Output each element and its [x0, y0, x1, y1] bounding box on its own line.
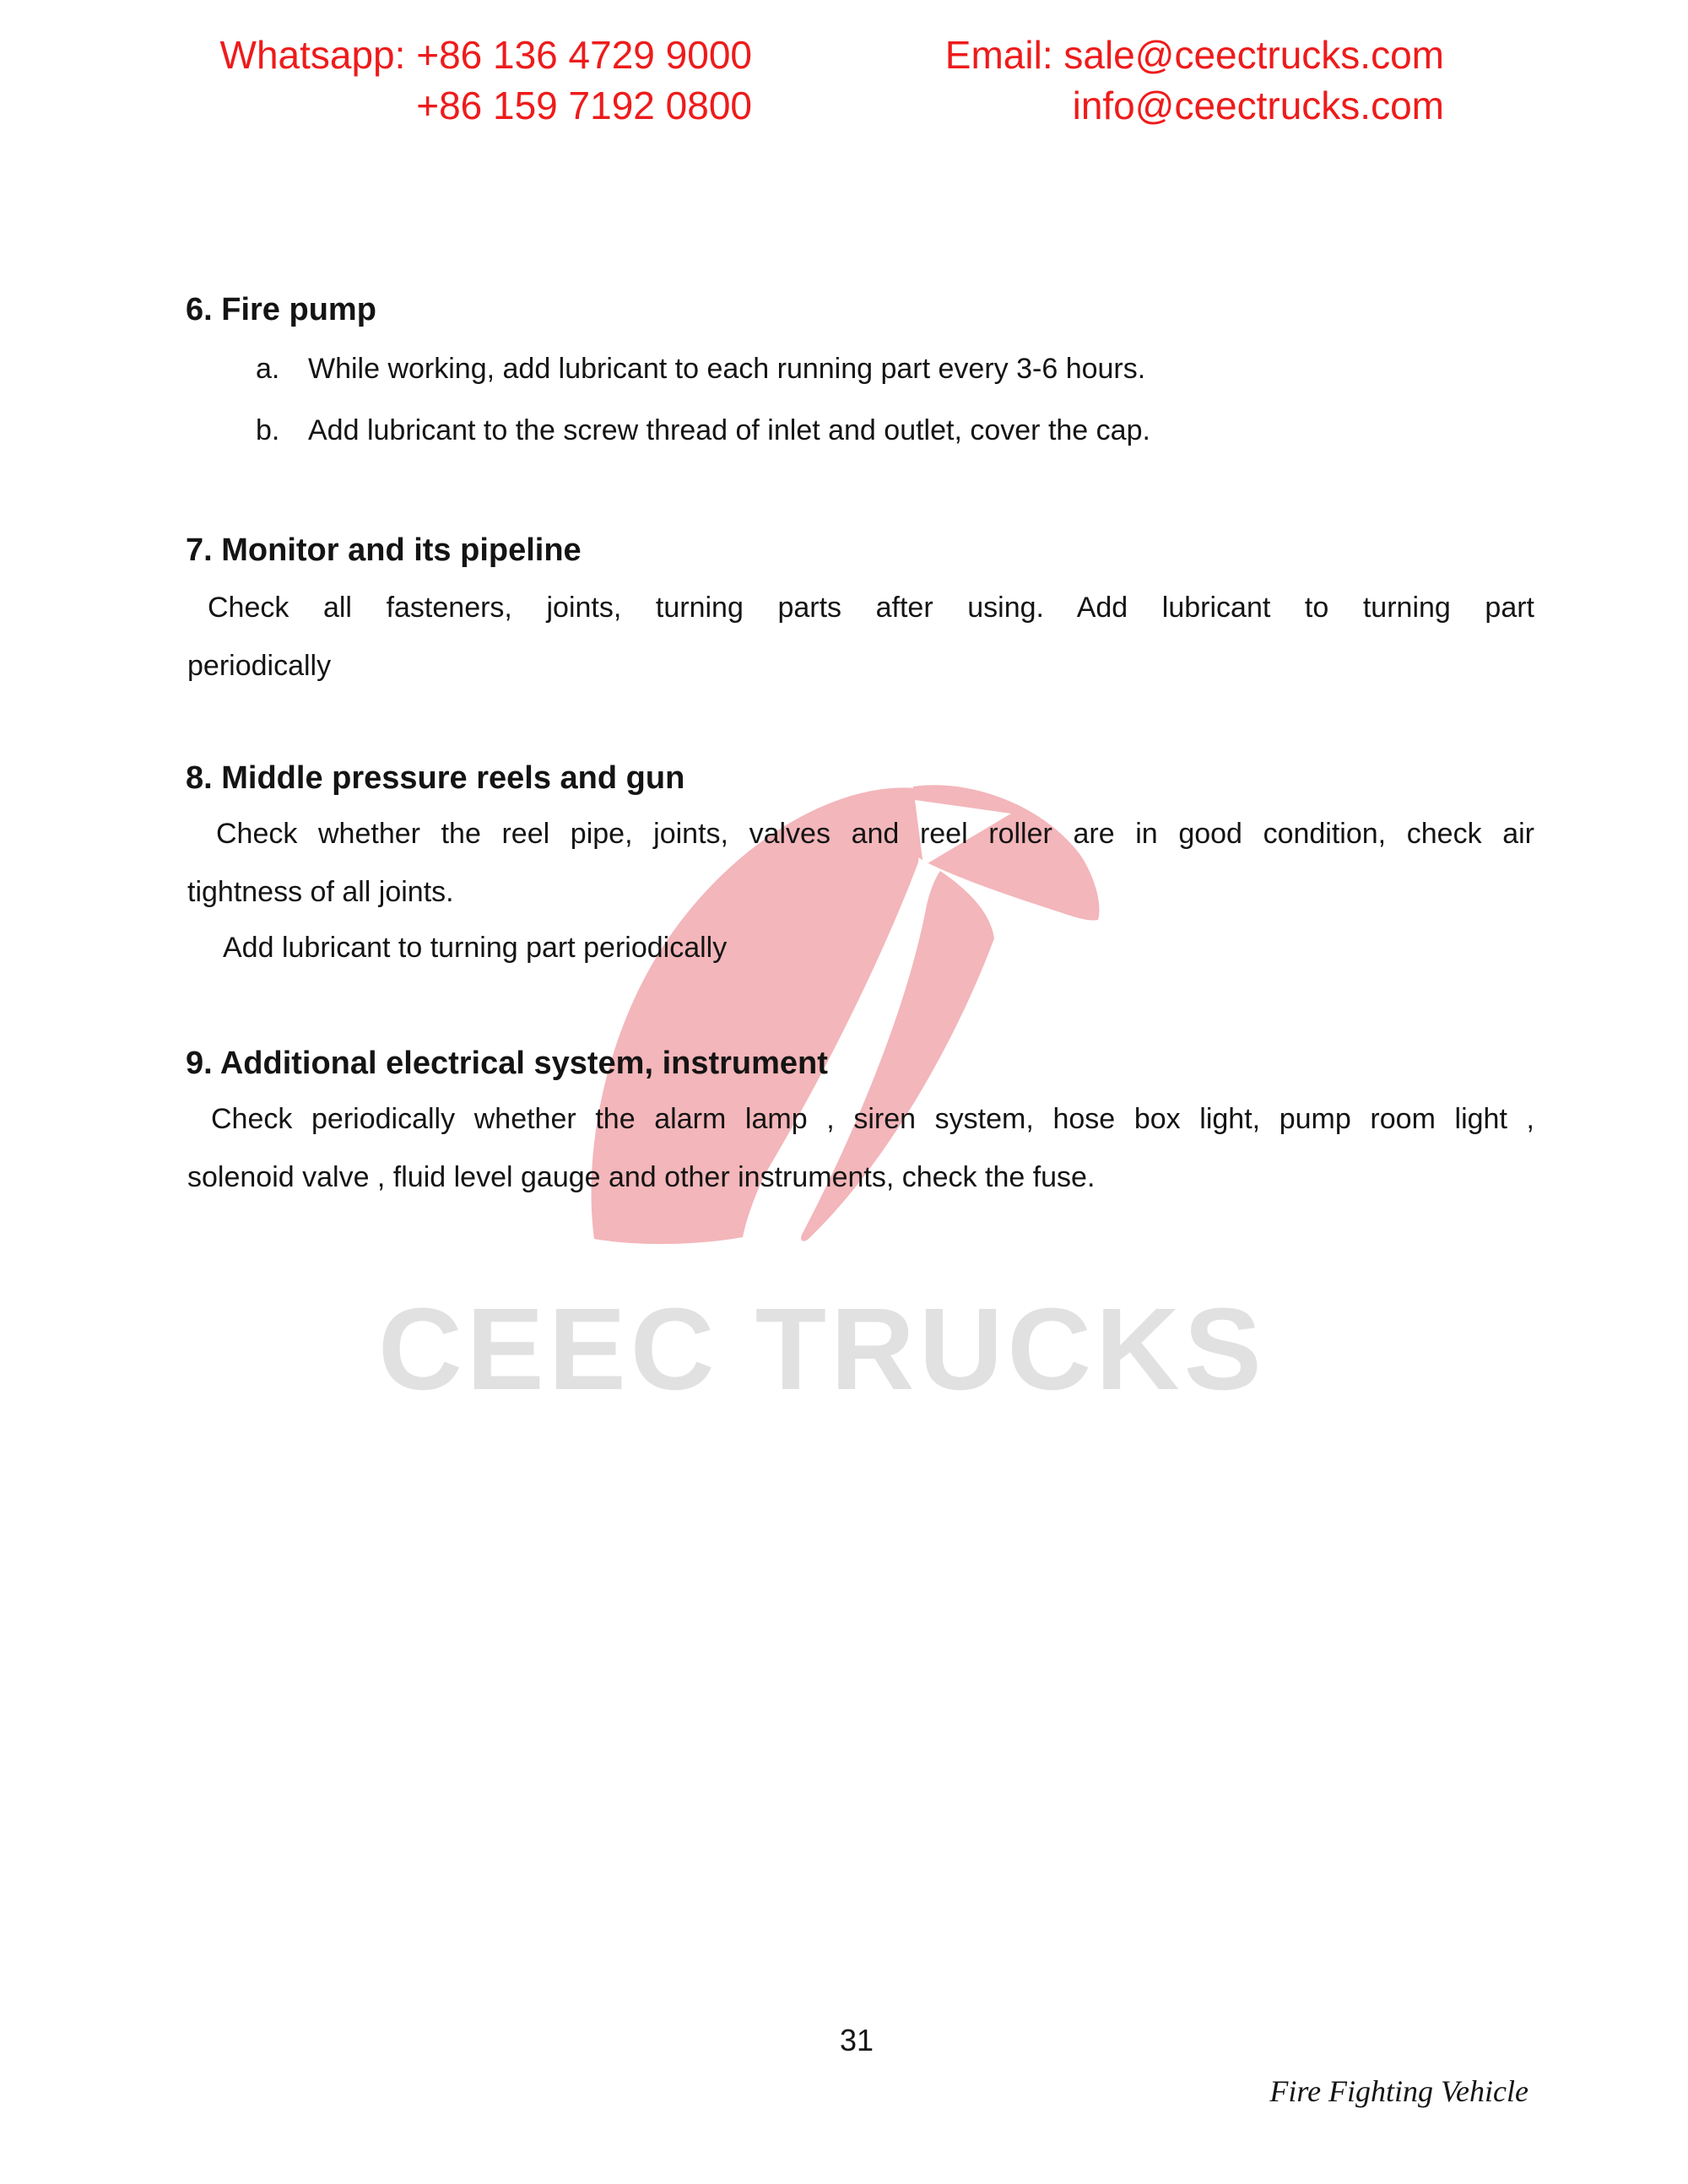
header-whatsapp-line1: Whatsapp: +86 136 4729 9000 — [219, 33, 752, 77]
section-8-heading: 8. Middle pressure reels and gun — [186, 760, 685, 796]
paragraph-line: Check periodically whether the alarm lamp , siren system, hose box light, pump room light , — [211, 1103, 1534, 1135]
paragraph-line: Add lubricant to turning part periodically — [223, 932, 728, 964]
paragraph-line: periodically — [187, 650, 332, 682]
section-7-heading: 7. Monitor and its pipeline — [186, 532, 582, 568]
section-6-item-b — [256, 410, 1150, 451]
header-email — [945, 30, 1444, 131]
section-6-item-a — [256, 349, 1145, 389]
section-9-heading: 9. Additional electrical system, instrument — [186, 1046, 828, 1081]
footer-page-number: 31 — [839, 2023, 874, 2057]
paragraph-line: Check whether the reel pipe, joints, valves and reel roller are in good condition, check air — [216, 818, 1534, 850]
paragraph-line: solenoid valve , fluid level gauge and other instruments, check the fuse. — [187, 1161, 1096, 1193]
header-email-line1: Email: sale@ceectrucks.com — [944, 33, 1444, 77]
item-b-marker: b. — [256, 414, 280, 446]
section-8-paragraph-1 — [187, 805, 1534, 922]
item-a-marker: a. — [256, 353, 280, 385]
header-email-line2: info@ceectrucks.com — [1072, 84, 1444, 127]
item-a-text: While working, add lubricant to each running part every 3-6 hours. — [308, 353, 1146, 385]
section-9-paragraph — [187, 1090, 1534, 1207]
paragraph-line: Check all fasteners, joints, turning parts after using. Add lubricant to turning part — [208, 592, 1534, 624]
header-whatsapp — [220, 30, 752, 131]
item-b-text: Add lubricant to the screw thread of inlet and outlet, cover the cap. — [308, 414, 1150, 446]
section-7-paragraph — [187, 579, 1534, 695]
section-8-paragraph-2 — [187, 919, 1534, 977]
watermark-text: CEEC TRUCKS — [378, 1284, 1266, 1414]
footer-doc-title: Fire Fighting Vehicle — [1269, 2074, 1528, 2108]
paragraph-line: tightness of all joints. — [187, 876, 454, 908]
header-whatsapp-line2: +86 159 7192 0800 — [416, 84, 752, 127]
section-6-heading: 6. Fire pump — [186, 292, 376, 327]
